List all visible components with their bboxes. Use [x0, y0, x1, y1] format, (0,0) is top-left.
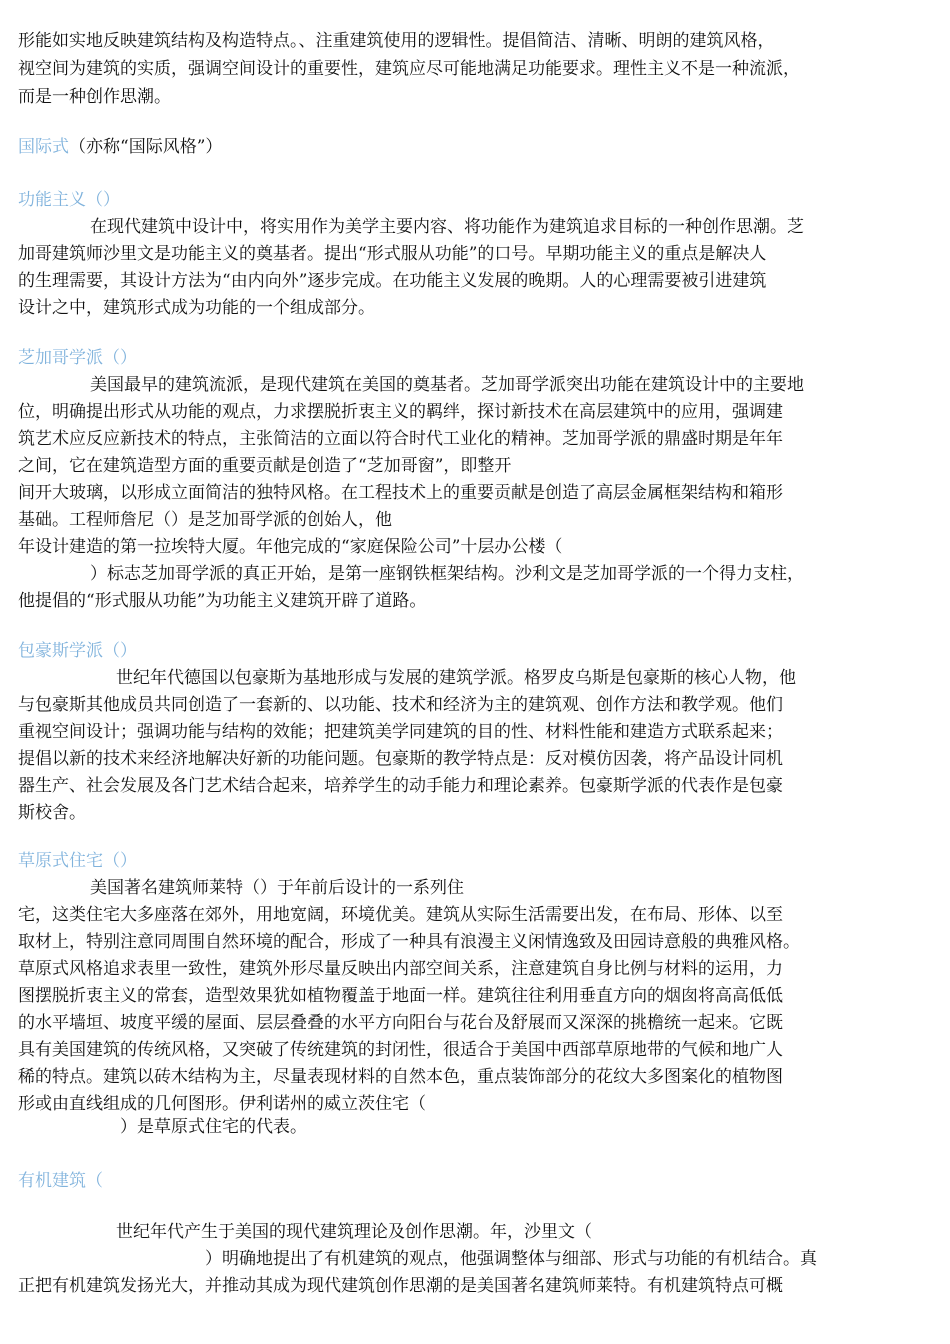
chicago-line: 他提倡的“形式服从功能”为功能主义建筑开辟了道路。: [18, 591, 427, 611]
chicago-line: 筑艺术应反应新技术的特点，主张简洁的立面以符合时代工业化的精神。芝加哥学派的鼎盛时期是年年: [18, 429, 783, 449]
intro-line: 而是一种创作思潮。: [18, 87, 171, 107]
heading-paren: （）: [103, 851, 137, 871]
section-heading-bauhaus: [18, 638, 137, 665]
heading-paren: （: [86, 1171, 103, 1191]
organic-line: 世纪年代产生于美国的现代建筑理论及创作思潮。年，沙里文（: [116, 1222, 592, 1242]
prairie-line: 取材上，特别注意同周围自然环境的配合，形成了一种具有浪漫主义闲情逸致及田园诗意般的典雅风格。: [18, 932, 800, 952]
bauhaus-line: 与包豪斯其他成员共同创造了一套新的、以功能、技术和经济为主的建筑观、创作方法和教学观。他们: [18, 695, 783, 715]
heading-term: 包豪斯学派: [18, 641, 103, 661]
intro-line: 形能如实地反映建筑结构及构造特点。、注重建筑使用的逻辑性。提倡简洁、清晰、明朗的建筑风格，: [18, 31, 775, 51]
organic-line: 正把有机建筑发扬光大，并推动其成为现代建筑创作思潮的是美国著名建筑师莱特。有机建筑特点可概: [18, 1276, 783, 1296]
section-heading-international-style: [18, 134, 222, 161]
prairie-line: 草原式风格追求表里一致性，建筑外形尽量反映出内部空间关系，注意建筑自身比例与材料的运用，力: [18, 959, 783, 979]
heading-note: （亦称“国际风格”）: [69, 137, 223, 157]
prairie-line: 形或由直线组成的几何图形。伊利诺州的威立茨住宅（: [18, 1094, 426, 1114]
prairie-line: 图摆脱折衷主义的常套，造型效果犹如植物覆盖于地面一样。建筑往往利用垂直方向的烟囱将高高低低: [18, 986, 783, 1006]
heading-paren: （）: [103, 348, 137, 368]
functionalism-line: 的生理需要，其设计方法为“由内向外”逐步完成。在功能主义发展的晚期。人的心理需要被引进建筑: [18, 271, 767, 291]
heading-paren: （）: [103, 641, 137, 661]
bauhaus-line: 重视空间设计；强调功能与结构的效能；把建筑美学同建筑的目的性、材料性能和建造方式联系起来；: [18, 722, 783, 742]
section-heading-chicago-school: [18, 345, 137, 372]
prairie-line: ）是草原式住宅的代表。: [120, 1117, 307, 1137]
functionalism-line: 加哥建筑师沙里文是功能主义的奠基者。提出“形式服从功能”的口号。早期功能主义的重点是解决人: [18, 244, 767, 264]
chicago-line: 之间，它在建筑造型方面的重要贡献是创造了“芝加哥窗”，即整开: [18, 456, 512, 476]
prairie-line: 稀的特点。建筑以砖木结构为主，尽量表现材料的自然本色，重点装饰部分的花纹大多图案化的植物图: [18, 1067, 783, 1087]
heading-term: 芝加哥学派: [18, 348, 103, 368]
bauhaus-line: 提倡以新的技术来经济地解决好新的功能问题。包豪斯的教学特点是：反对模仿因袭，将产品设计同机: [18, 749, 783, 769]
prairie-line: 具有美国建筑的传统风格，又突破了传统建筑的封闭性，很适合于美国中西部草原地带的气候和地广人: [18, 1040, 783, 1060]
chicago-line: 美国最早的建筑流派，是现代建筑在美国的奠基者。芝加哥学派突出功能在建筑设计中的主要地: [90, 375, 804, 395]
prairie-line: 宅，这类住宅大多座落在郊外，用地宽阔，环境优美。建筑从实际生活需要出发，在布局、形体、以至: [18, 905, 783, 925]
bauhaus-line: 斯校舍。: [18, 803, 86, 823]
heading-term: 有机建筑: [18, 1171, 86, 1191]
chicago-line: ）标志芝加哥学派的真正开始，是第一座钢铁框架结构。沙利文是芝加哥学派的一个得力支柱，: [90, 564, 804, 584]
prairie-line: 美国著名建筑师莱特（）于年前后设计的一系列住: [90, 878, 464, 898]
heading-term: 功能主义: [18, 190, 86, 210]
functionalism-line: 设计之中，建筑形式成为功能的一个组成部分。: [18, 298, 375, 318]
prairie-line: 的水平墙垣、坡度平缓的屋面、层层叠叠的水平方向阳台与花台及舒展而又深深的挑檐统一起来。它既: [18, 1013, 783, 1033]
bauhaus-line: 世纪年代德国以包豪斯为基地形成与发展的建筑学派。格罗皮乌斯是包豪斯的核心人物，他: [116, 668, 796, 688]
intro-line: 视空间为建筑的实质，强调空间设计的重要性，建筑应尽可能地满足功能要求。理性主义不是一种流派，: [18, 59, 800, 79]
organic-line: ）明确地提出了有机建筑的观点，他强调整体与细部、形式与功能的有机结合。真: [205, 1249, 817, 1269]
heading-term: 国际式: [18, 137, 69, 157]
chicago-line: 基础。工程师詹尼（）是芝加哥学派的创始人，他: [18, 510, 392, 530]
section-heading-prairie-house: [18, 848, 137, 875]
heading-paren: （）: [86, 190, 120, 210]
functionalism-line: 在现代建筑中设计中，将实用作为美学主要内容、将功能作为建筑追求目标的一种创作思潮。芝: [90, 217, 804, 237]
section-heading-organic-architecture: [18, 1168, 103, 1195]
chicago-line: 年设计建造的第一拉埃特大厦。年他完成的“家庭保险公司”十层办公楼（: [18, 537, 563, 557]
bauhaus-line: 器生产、社会发展及各门艺术结合起来，培养学生的动手能力和理论素养。包豪斯学派的代表作是包豪: [18, 776, 783, 796]
heading-term: 草原式住宅: [18, 851, 103, 871]
chicago-line: 位，明确提出形式从功能的观点，力求摆脱折衷主义的羁绊，探讨新技术在高层建筑中的应用，强调建: [18, 402, 783, 422]
chicago-line: 间开大玻璃，以形成立面简洁的独特风格。在工程技术上的重要贡献是创造了高层金属框架结构和箱形: [18, 483, 783, 503]
section-heading-functionalism: [18, 187, 120, 214]
